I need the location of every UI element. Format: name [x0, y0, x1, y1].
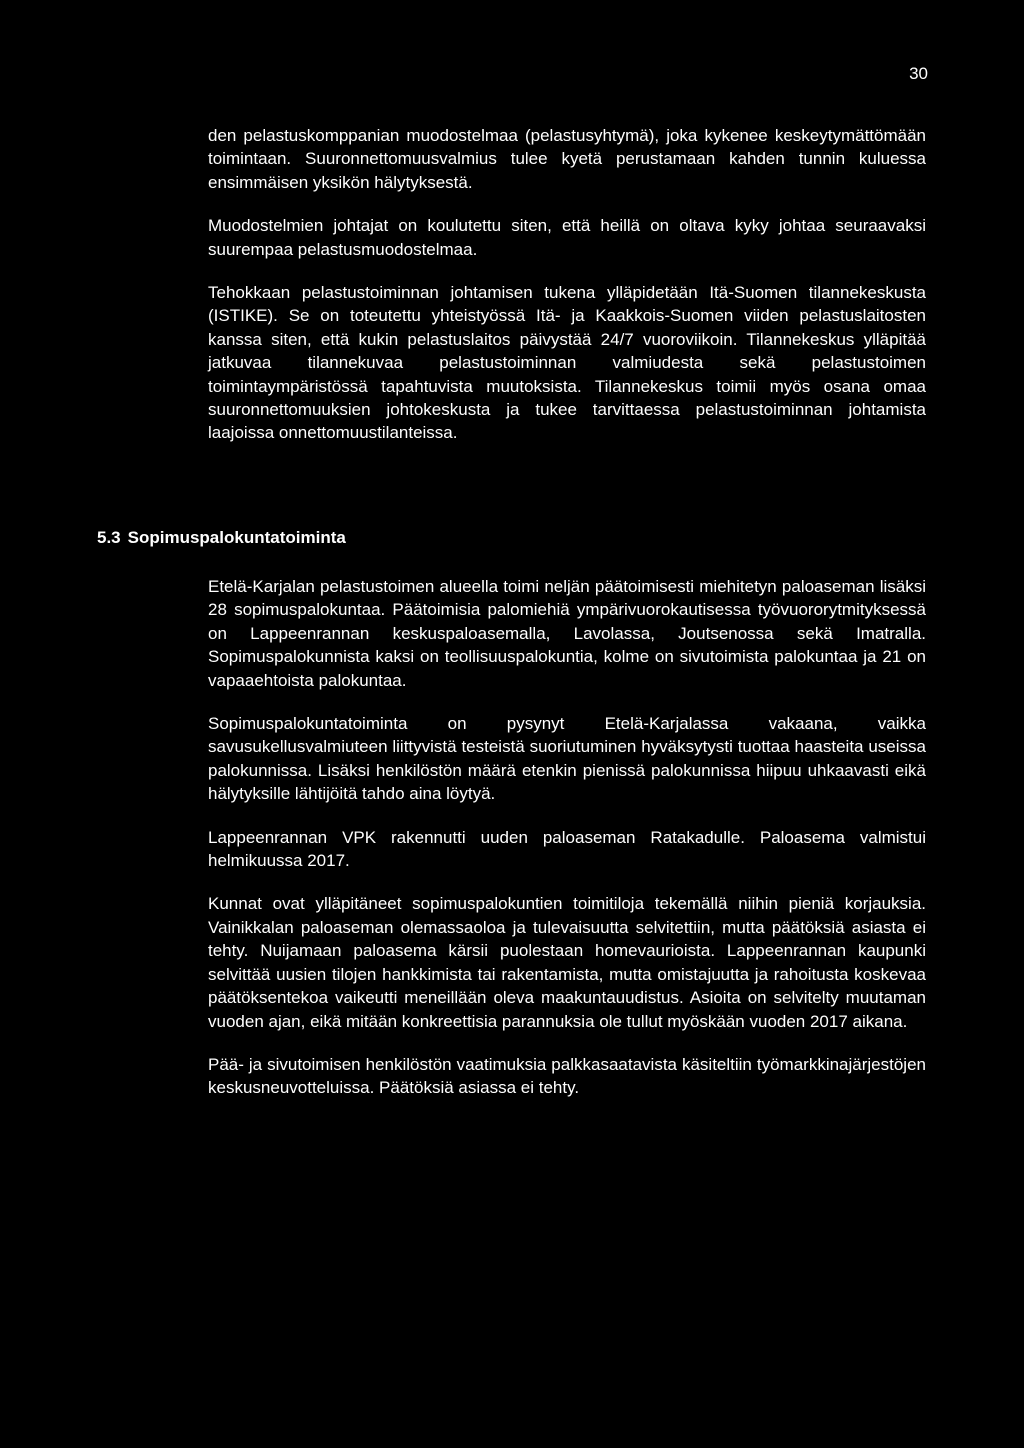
- body-text-bottom: [208, 575, 926, 1120]
- paragraph: Kunnat ovat ylläpitäneet sopimuspalokuntien toimitiloja tekemällä niihin pieniä korjauksia. Vainikkalan paloaseman olemassaoloa ja tulevaisuutta selvitettiin, mutta päätöksiä asiasta ei tehty. Nuijamaan paloasema kärsii puolestaan homevaurioista. Lappeenrannan kaupunki selvittää uusien tilojen hankkimista tai rakentamista, mutta omistajuutta ja rahoitusta koskevaa päätöksentekoa vaikeutti meneillään oleva maakuntauudistus. Asioita on selvitelty muutaman vuoden ajan, eikä mitään konkreettisia parannuksia ole tullut myöskään vuoden 2017 aikana.: [208, 894, 926, 1031]
- paragraph: Pää- ja sivutoimisen henkilöstön vaatimuksia palkkasaatavista käsiteltiin työmarkkinajärjestöjen keskusneuvotteluissa. Päätöksiä asiassa ei tehty.: [208, 1054, 926, 1098]
- page-number: 30: [909, 64, 928, 83]
- paragraph: den pelastuskomppanian muodostelmaa (pelastusyhtymä), joka kykenee keskeytymättömään toimintaan. Suuronnettomuusvalmius tulee kyetä perustamaan kahden tunnin kuluessa ensimmäisen yksikön hälytyksestä.: [208, 126, 926, 192]
- section-heading: [97, 526, 346, 550]
- paragraph: Muodostelmien johtajat on koulutettu siten, että heillä on oltava kyky johtaa seuraavaksi suurempaa pelastusmuodostelmaa.: [208, 216, 926, 259]
- paragraph: Sopimuspalokuntatoiminta on pysynyt Etelä-Karjalassa vakaana, vaikka savusukellusvalmiuteen liittyvistä testeistä suoriutuminen hyväksytysti tuottaa haasteita useissa palokunnissa. Lisäksi henkilöstön määrä etenkin pienissä palokunnissa hiipuu uhkaavasti eikä hälytyksille lähtijöitä tahdo aina löytyä.: [208, 714, 926, 804]
- paragraph: Lappeenrannan VPK rakennutti uuden paloaseman Ratakadulle. Paloasema valmistui helmikuussa 2017.: [208, 827, 926, 871]
- section-number: 5.3: [97, 528, 121, 547]
- paragraph: Tehokkaan pelastustoiminnan johtamisen tukena ylläpidetään Itä-Suomen tilannekeskusta (ISTIKE). Se on toteutettu yhteistyössä Itä- ja Kaakkois-Suomen viiden pelastuslaitosten kanssa siten, että kukin pelastuslaitos päivystää 24/7 vuoroviikoin. Tilannekeskus ylläpitää jatkuvaa tilannekuvaa pelastustoiminnan valmiudesta sekä pelastustoimen toimintaympäristössä tapahtuvista muutoksista. Tilannekeskus toimii myös osana omaa suuronnettomuuksien johtokeskusta ja tukee tarvittaessa pelastustoiminnan johtamista laajoissa onnettomuustilanteissa.: [208, 283, 926, 443]
- section-title: Sopimuspalokuntatoiminta: [127, 528, 346, 547]
- paragraph: Etelä-Karjalan pelastustoimen alueella toimi neljän päätoimisesti miehitetyn paloaseman lisäksi 28 sopimuspalokuntaa. Päätoimisia palomiehiä ympärivuorokautisessa työvuororytmityksessä on Lappeenrannan keskuspaloasemalla, Lavolassa, Joutsenossa sekä Imatralla. Sopimuspalokunnista kaksi on teollisuuspalokuntia, kolme on sivutoimista palokuntaa ja 21 on vapaaehtoista palokuntaa.: [208, 577, 926, 690]
- body-text-top: [208, 124, 926, 465]
